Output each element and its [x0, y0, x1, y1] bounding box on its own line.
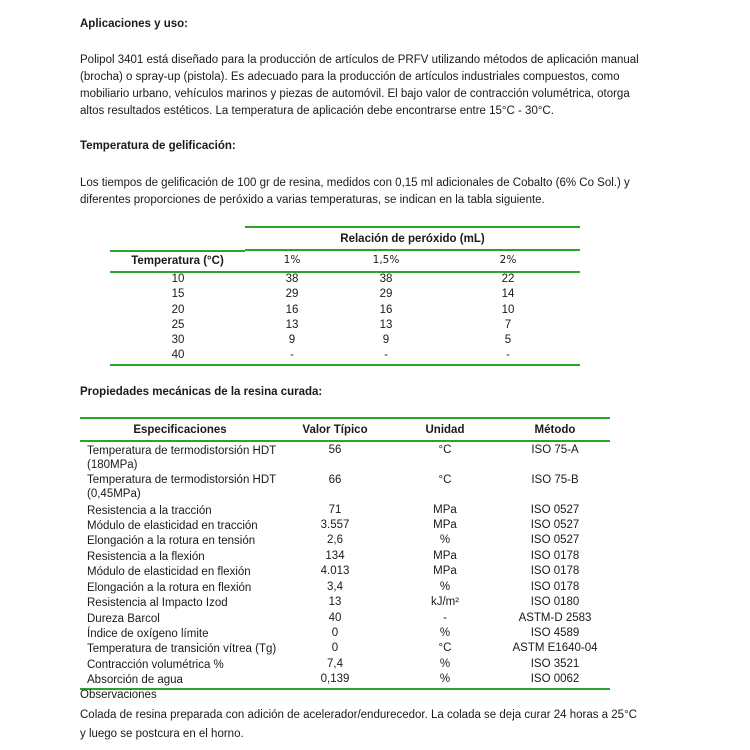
text-line: altos resultados estéticos. La temperatura de aplicación debe encontrarse entre 15°C - 30°C.: [80, 105, 554, 117]
observations-label: Observaciones: [80, 689, 157, 701]
mech-method-cell: ASTM-D 2583: [518, 612, 592, 624]
mech-header-spec: Especificaciones: [133, 424, 227, 436]
gel-cell: 13: [379, 319, 393, 331]
gel-col-header: 1%: [283, 254, 301, 266]
mech-spec-cell: Temperatura de transición vítrea (Tg): [87, 643, 277, 655]
gel-temp-cell: 25: [171, 319, 185, 331]
mech-spec-line: Temperatura de termodistorsión HDT: [87, 445, 277, 457]
mech-spec-cell: Módulo de elasticidad en tracción: [87, 520, 258, 532]
mech-method-cell: ISO 3521: [530, 658, 580, 670]
observations-paragraph: [80, 706, 730, 744]
table-rule: [110, 364, 580, 366]
mech-spec-cell: Dureza Barcol: [87, 613, 160, 625]
mech-header-method: Método: [534, 424, 576, 436]
mech-value-cell: 56: [328, 444, 342, 456]
mech-unit-cell: %: [439, 673, 451, 685]
mech-value-cell: 4.013: [320, 565, 350, 577]
mech-unit-cell: %: [439, 627, 451, 639]
mech-method-cell: ISO 0062: [530, 673, 580, 685]
mech-spec-cell: [87, 444, 287, 472]
mech-value-cell: 0,139: [320, 673, 350, 685]
mech-unit-cell: kJ/m²: [430, 596, 460, 608]
gel-cell: 14: [501, 288, 515, 300]
mech-method-cell: ISO 0527: [530, 519, 580, 531]
applications-paragraph: [80, 52, 720, 120]
mech-method-cell: ISO 75-B: [531, 474, 579, 486]
mech-value-cell: 0: [331, 627, 339, 639]
mech-header-unit: Unidad: [425, 424, 465, 436]
mech-unit-cell: %: [439, 534, 451, 546]
mech-header-value: Valor Típico: [302, 424, 368, 436]
gel-col-header: 1,5%: [372, 254, 400, 266]
gel-cell: 38: [379, 273, 393, 285]
mech-method-cell: ISO 0178: [530, 550, 580, 562]
mech-value-cell: 0: [331, 642, 339, 654]
gel-cell: 29: [379, 288, 393, 300]
mech-value-cell: 3.557: [320, 519, 350, 531]
text-line: y luego se postcura en el horno.: [80, 728, 244, 740]
text-line: (brocha) o spray-up (pistola). Es adecuado para la producción de artículos industriales compuestos, como: [80, 71, 620, 83]
mech-spec-line: (0,45MPa): [87, 488, 141, 500]
text-line: Los tiempos de gelificación de 100 gr de resina, medidos con 0,15 ml adicionales de Cobalto (6% Co Sol.) y: [80, 177, 630, 189]
text-line: diferentes proporciones de peróxido a varias temperaturas, se indican en la tabla siguiente.: [80, 194, 545, 206]
section-heading-mechanical: Propiedades mecánicas de la resina curada:: [80, 386, 323, 398]
mech-spec-cell: Contracción volumétrica %: [87, 659, 224, 671]
gel-cell: -: [384, 349, 388, 361]
gel-temp-cell: 15: [171, 288, 185, 300]
mech-unit-cell: °C: [438, 642, 452, 654]
section-heading-gel: Temperatura de gelificación:: [80, 140, 236, 152]
mech-unit-cell: -: [443, 612, 447, 624]
mech-spec-cell: Resistencia al Impacto Izod: [87, 597, 228, 609]
mech-spec-cell: Resistencia a la tracción: [87, 505, 212, 517]
gel-cell: 22: [501, 273, 515, 285]
gel-cell: 9: [382, 334, 390, 346]
mech-unit-cell: °C: [438, 474, 452, 486]
mech-spec-cell: Absorción de agua: [87, 674, 183, 686]
gel-temp-cell: 20: [171, 304, 185, 316]
mech-spec-cell: Elongación a la rotura en flexión: [87, 582, 252, 594]
table-rule: [245, 249, 580, 251]
gel-paragraph: [80, 175, 720, 209]
gel-temp-header: Temperatura (°C): [131, 255, 224, 267]
mech-value-cell: 71: [328, 504, 342, 516]
mech-method-cell: ISO 75-A: [531, 444, 579, 456]
mech-unit-cell: MPa: [433, 565, 457, 577]
table-rule: [80, 440, 610, 442]
gel-temp-cell: 30: [171, 334, 185, 346]
gel-temp-cell: 10: [171, 273, 185, 285]
gel-cell: 38: [285, 273, 299, 285]
gel-temp-cell: 40: [171, 349, 185, 361]
mech-value-cell: 66: [328, 474, 342, 486]
mech-spec-cell: Elongación a la rotura en tensión: [87, 535, 256, 547]
gel-cell: 9: [288, 334, 296, 346]
mech-method-cell: ISO 0180: [530, 596, 580, 608]
mech-spec-cell: Índice de oxígeno límite: [87, 628, 209, 640]
mech-unit-cell: %: [439, 658, 451, 670]
mech-method-cell: ISO 0527: [530, 504, 580, 516]
mech-value-cell: 2,6: [327, 534, 343, 546]
text-line: Polipol 3401 está diseñado para la producción de artículos de PRFV utilizando métodos de aplicación manual: [80, 54, 639, 66]
mech-unit-cell: %: [439, 581, 451, 593]
mech-value-cell: 3,4: [327, 581, 343, 593]
mech-spec-line: (180MPa): [87, 459, 138, 471]
mech-unit-cell: MPa: [433, 519, 457, 531]
mech-method-cell: ISO 0178: [530, 581, 580, 593]
mech-method-cell: ASTM E1640-04: [512, 642, 598, 654]
mech-spec-cell: [87, 473, 287, 501]
mech-value-cell: 13: [328, 596, 342, 608]
mech-value-cell: 7,4: [327, 658, 343, 670]
table-rule: [110, 250, 245, 252]
table-rule: [245, 226, 580, 228]
table-rule: [80, 417, 610, 419]
gel-cell: 16: [379, 304, 393, 316]
table-rule: [80, 688, 610, 690]
mech-method-cell: ISO 4589: [530, 627, 580, 639]
mech-unit-cell: MPa: [433, 550, 457, 562]
mech-method-cell: ISO 0178: [530, 565, 580, 577]
gel-cell: 10: [501, 304, 515, 316]
mech-unit-cell: MPa: [433, 504, 457, 516]
text-line: mobiliario urbano, vehículos marinos y piezas de automóvil. El bajo valor de contracción volumétrica, otorga: [80, 88, 630, 100]
gel-cell: 29: [285, 288, 299, 300]
gel-cell: 13: [285, 319, 299, 331]
mech-method-cell: ISO 0527: [530, 534, 580, 546]
gel-group-header: Relación de peróxido (mL): [340, 233, 485, 245]
mech-value-cell: 40: [328, 612, 342, 624]
gel-cell: 7: [504, 319, 512, 331]
text-line: Colada de resina preparada con adición de acelerador/endurecedor. La colada se deja curar 24 horas a 25°C: [80, 709, 637, 721]
gel-cell: -: [290, 349, 294, 361]
mech-unit-cell: °C: [438, 444, 452, 456]
mech-value-cell: 134: [325, 550, 345, 562]
gel-col-header: 2%: [499, 254, 517, 266]
mech-spec-cell: Resistencia a la flexión: [87, 551, 205, 563]
gel-cell: 16: [285, 304, 299, 316]
gel-cell: 5: [504, 334, 512, 346]
mech-spec-cell: Módulo de elasticidad en flexión: [87, 566, 251, 578]
section-heading-applications: Aplicaciones y uso:: [80, 18, 189, 30]
mech-spec-line: Temperatura de termodistorsión HDT: [87, 474, 277, 486]
gel-cell: -: [506, 349, 510, 361]
